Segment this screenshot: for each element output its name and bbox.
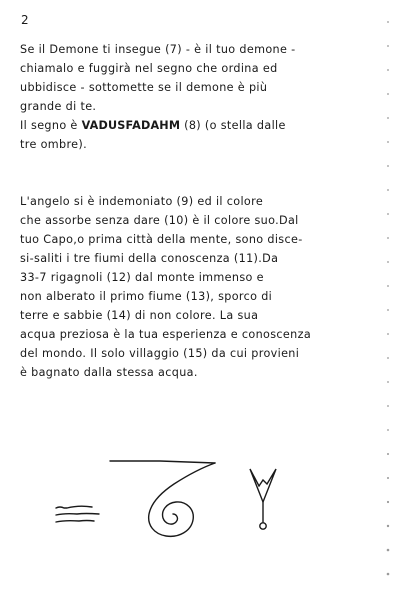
text-line: chiamalo e fuggirà nel segno che ordina ed: [20, 62, 278, 75]
three-lines-icon: [56, 506, 99, 522]
text-line: Se il Demone ti insegue (7) - è il tuo demone -: [20, 43, 296, 56]
text-line: si-saliti i tre fiumi della conoscenza (11).Da: [20, 252, 279, 265]
arrow-sign-icon: [250, 469, 276, 529]
text-line: 33-7 rigagnoli (12) dal monte immenso e: [20, 271, 264, 284]
text-line: ubbidisce - sottomette se il demone è più: [20, 81, 268, 94]
text-line: che assorbe senza dare (10) è il colore suo.Dal: [20, 214, 299, 227]
paragraph-angelo: [20, 192, 360, 382]
text-line: acqua preziosa è la tua esperienza e conoscenza: [20, 328, 312, 341]
text-line-segno: [20, 116, 360, 135]
text-line: è bagnato dalla stessa acqua.: [20, 366, 198, 379]
text-line: non alberato il primo fiume (13), sporco di: [20, 290, 273, 303]
symbol-drawing: [55, 450, 295, 540]
text-fragment: Il segno è: [20, 119, 82, 132]
text-fragment: (8) (o stella dalle: [180, 119, 286, 132]
spiral-sign-icon: [110, 461, 215, 536]
paragraph-demone: [20, 40, 360, 154]
text-line: del mondo. Il solo villaggio (15) da cui provieni: [20, 347, 300, 360]
text-line: tre ombre).: [20, 138, 88, 151]
text-line: L'angelo si è indemoniato (9) ed il colore: [20, 195, 264, 208]
sign-name: VADUSFADAHM: [81, 119, 181, 132]
scan-margin-dots: [382, 0, 402, 600]
text-line: grande di te.: [20, 100, 97, 113]
text-line: tuo Capo,o prima città della mente, sono disce-: [20, 233, 303, 246]
page-number: 2: [21, 13, 29, 27]
text-line: terre e sabbie (14) di non colore. La sua: [20, 309, 259, 322]
